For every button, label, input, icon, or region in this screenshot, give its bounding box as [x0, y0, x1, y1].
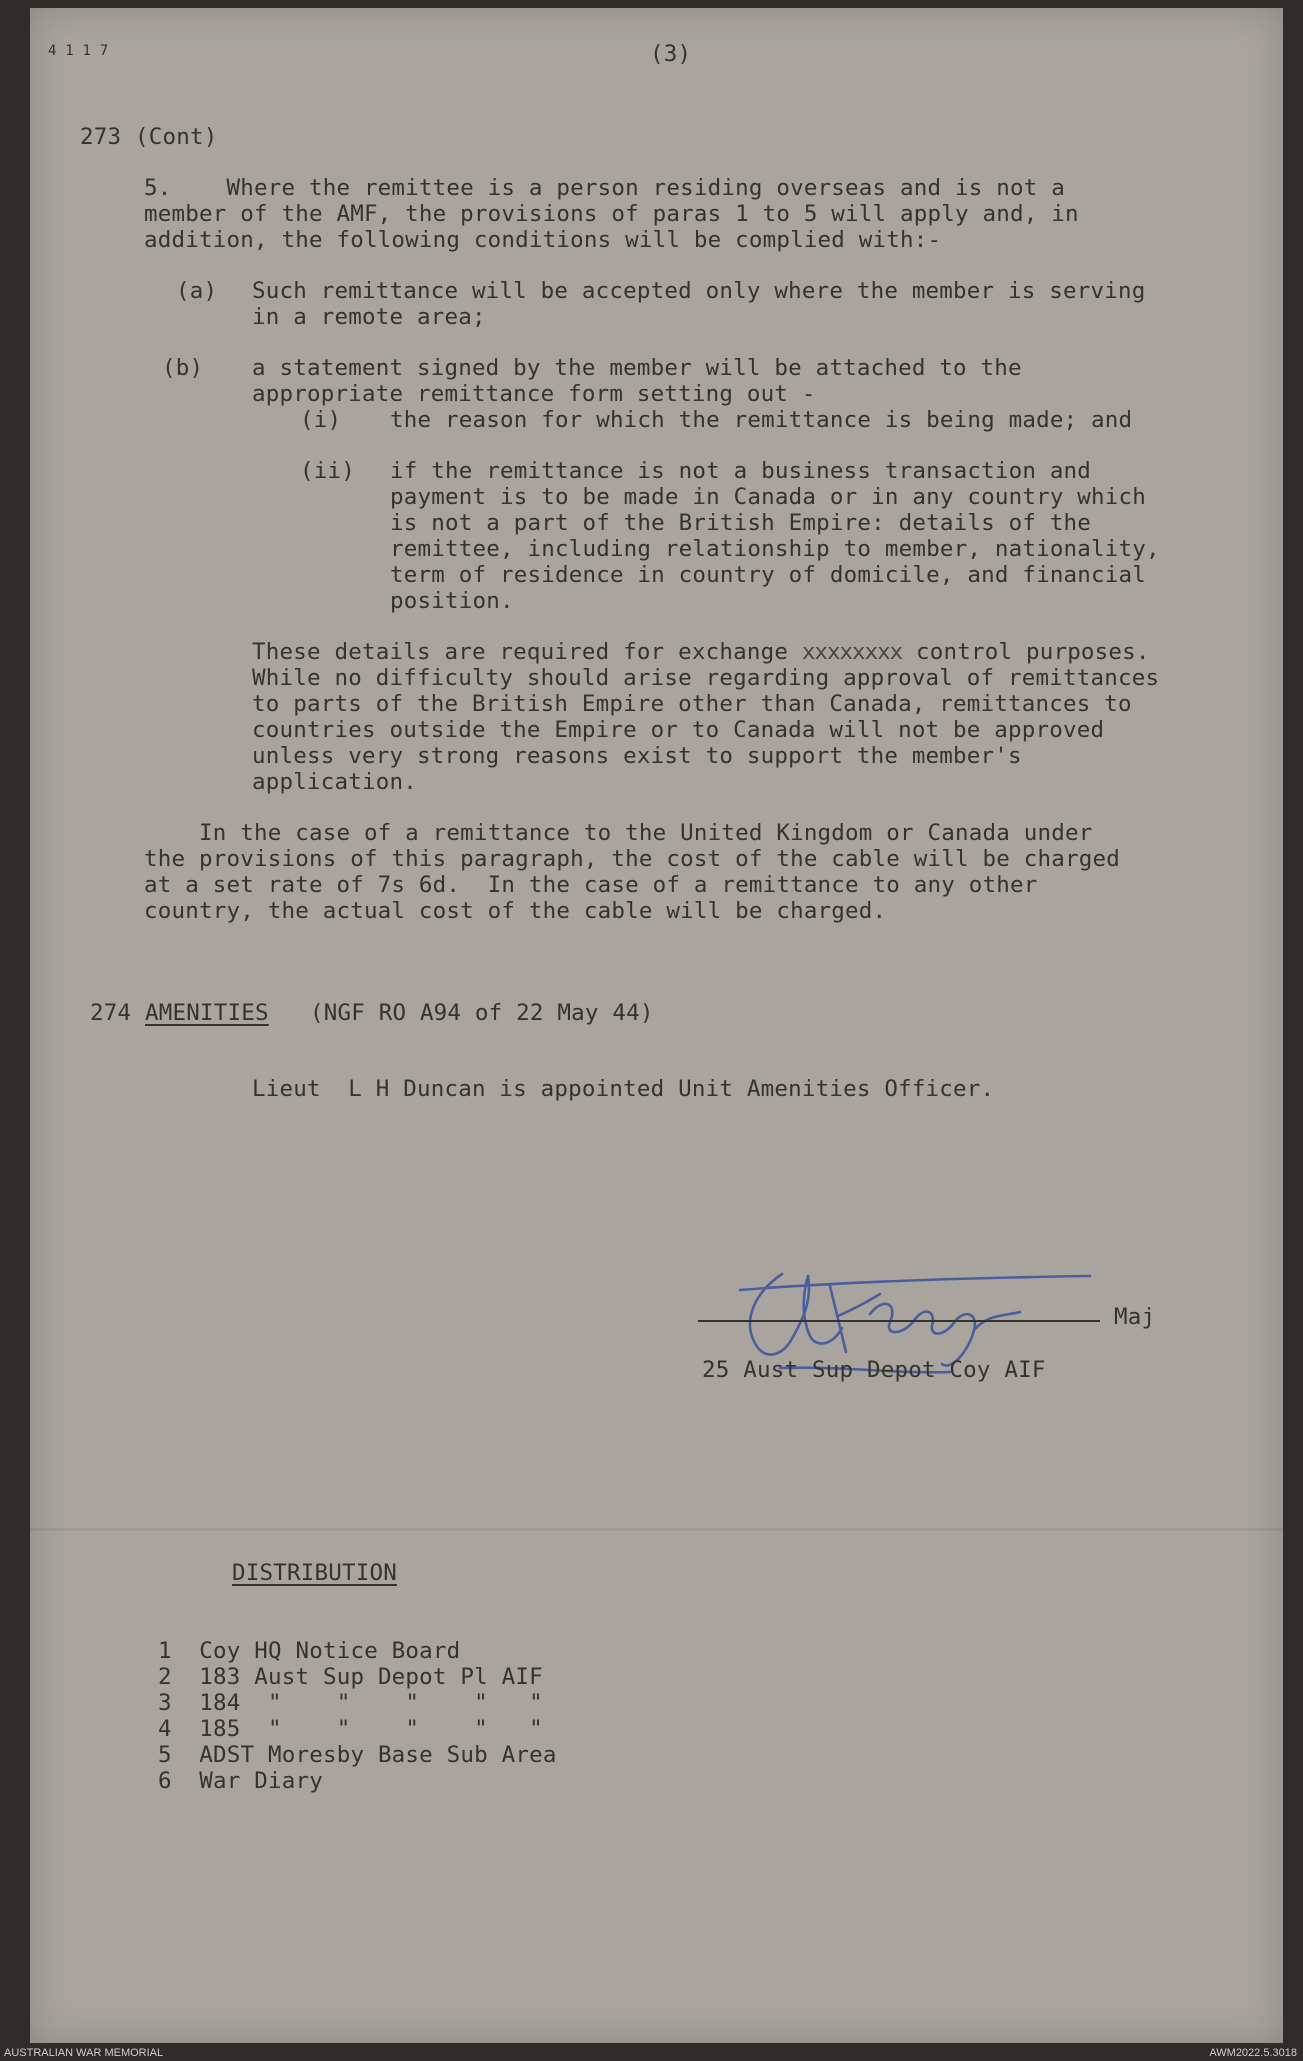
distribution-item: 1 Coy HQ Notice Board	[158, 1638, 461, 1664]
cable-line: the provisions of this paragraph, the cost of the cable will be charged	[144, 846, 1120, 872]
section-274-number: 274	[90, 1000, 132, 1026]
section-274-title: AMENITIES	[145, 1000, 269, 1026]
cable-line: In the case of a remittance to the United Kingdom or Canada under	[144, 820, 1093, 846]
details-line: application.	[252, 769, 417, 795]
details-line: countries outside the Empire or to Canada will not be approved	[252, 717, 1105, 743]
item-a-line: Such remittance will be accepted only where the member is serving	[252, 278, 1146, 304]
footer-left: AUSTRALIAN WAR MEMORIAL	[4, 2047, 164, 2059]
para5-line: 5. Where the remittee is a person residing overseas and is not a	[144, 175, 1065, 201]
details-line: unless very strong reasons exist to support the member's	[252, 743, 1022, 769]
distribution-item: 5 ADST Moresby Base Sub Area	[158, 1742, 557, 1768]
item-b-label: (b)	[162, 355, 204, 381]
para5-line: addition, the following conditions will be complied with:-	[144, 227, 942, 253]
footer-right: AWM2022.5.3018	[1209, 2047, 1297, 2059]
item-a-line: in a remote area;	[252, 304, 486, 330]
item-ii-line: if the remittance is not a business transaction and	[390, 458, 1092, 484]
cable-line: country, the actual cost of the cable will be charged.	[144, 898, 887, 924]
section-274-heading	[90, 1000, 654, 1026]
distribution-item: 6 War Diary	[158, 1768, 323, 1794]
item-ii-line: payment is to be made in Canada or in any country which	[390, 484, 1147, 510]
item-ii-line: position.	[390, 588, 514, 614]
section-273-heading: 273 (Cont)	[80, 124, 218, 150]
item-b-line: appropriate remittance form setting out -	[252, 381, 816, 407]
section-274-text: Lieut L H Duncan is appointed Unit Amenities Officer.	[252, 1076, 995, 1102]
item-ii-label: (ii)	[300, 458, 355, 484]
page-number: (3)	[650, 41, 692, 67]
item-ii-line: remittee, including relationship to member, nationality,	[390, 536, 1160, 562]
item-a-label: (a)	[176, 278, 218, 304]
corner-mark: 4 1 1 7	[48, 43, 109, 59]
details-line: While no difficulty should arise regarding approval of remittances	[252, 665, 1160, 691]
distribution-item: 3 184 " " " " "	[158, 1690, 543, 1716]
item-i-label: (i)	[300, 407, 342, 433]
section-274-ref: (NGF RO A94 of 22 May 44)	[309, 1000, 654, 1026]
distribution-title: DISTRIBUTION	[232, 1560, 397, 1586]
paper-fold	[30, 1528, 1283, 1531]
details-start: These details are required for exchange	[252, 639, 802, 665]
details-end: control purposes.	[902, 639, 1150, 665]
signature-scribble	[720, 1256, 1160, 1416]
document-page	[30, 8, 1283, 2043]
struck-word: xxxxxxxx	[801, 639, 903, 665]
item-ii-line: term of residence in country of domicile, and financial	[390, 562, 1147, 588]
item-b-line: a statement signed by the member will be attached to the	[252, 355, 1022, 381]
signature-line	[698, 1320, 1100, 1322]
details-line	[252, 639, 1150, 665]
signature-rank: Maj	[1114, 1304, 1156, 1330]
details-line: to parts of the British Empire other than Canada, remittances to	[252, 691, 1132, 717]
distribution-item: 2 183 Aust Sup Depot Pl AIF	[158, 1664, 543, 1690]
signature-unit: 25 Aust Sup Depot Coy AIF	[702, 1357, 1046, 1383]
item-i-text: the reason for which the remittance is being made; and	[390, 407, 1133, 433]
distribution-item: 4 185 " " " " "	[158, 1716, 543, 1742]
item-ii-line: is not a part of the British Empire: details of the	[390, 510, 1092, 536]
cable-line: at a set rate of 7s 6d. In the case of a remittance to any other	[144, 872, 1038, 898]
para5-line: member of the AMF, the provisions of paras 1 to 5 will apply and, in	[144, 201, 1079, 227]
